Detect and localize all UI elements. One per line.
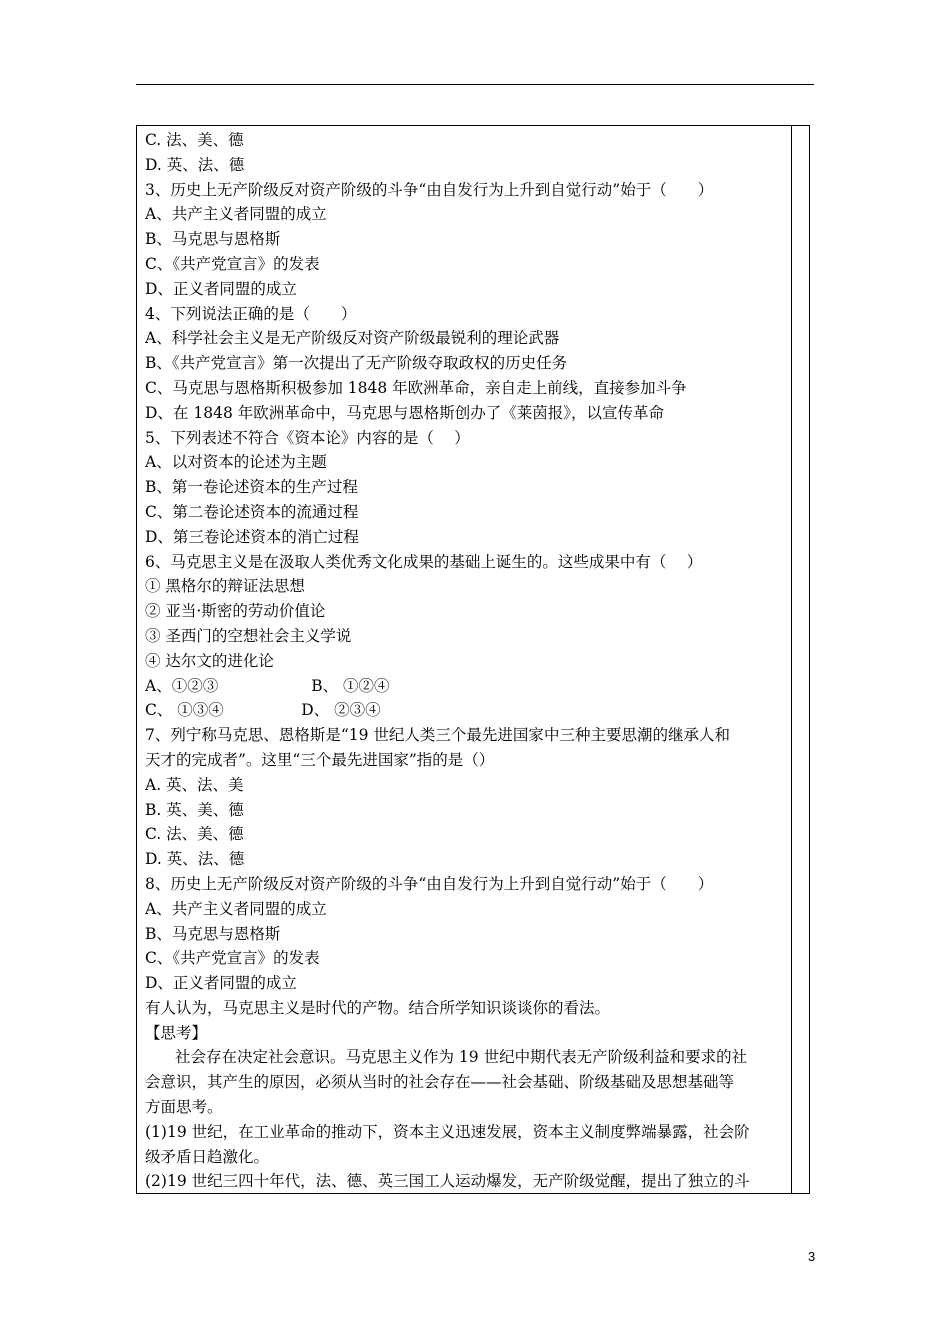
text-line: 7、列宁称马克思、恩格斯是“19 世纪人类三个最先进国家中三种主要思潮的继承人和	[145, 726, 730, 745]
text-line: 社会存在决定社会意识。马克思主义作为 19 世纪中期代表无产阶级利益和要求的社	[175, 1048, 748, 1067]
content-table	[136, 125, 810, 1194]
text-line: A、①②③ B、 ①②④	[145, 676, 390, 695]
text-line: ② 亚当·斯密的劳动价值论	[145, 602, 326, 621]
text-line: 会意识，其产生的原因，必须从当时的社会存在——社会基础、阶级基础及思想基础等	[145, 1073, 735, 1092]
text-line: 级矛盾日趋激化。	[145, 1147, 270, 1166]
text-line: C. 法、美、德	[145, 131, 244, 149]
text-line: D. 英、法、德	[145, 850, 245, 869]
text-line: A、共产主义者同盟的成立	[145, 899, 327, 918]
text-line: 天才的完成者”。这里“三个最先进国家”指的是（）	[145, 750, 495, 769]
text-line: D、在 1848 年欧洲革命中，马克思与恩格斯创办了《莱茵报》，以宣传革命	[145, 403, 664, 422]
text-line: B. 英、美、德	[145, 800, 244, 819]
text-line: ③ 圣西门的空想社会主义学说	[145, 626, 352, 645]
question-text-block	[145, 128, 783, 1194]
text-line: D、第三卷论述资本的消亡过程	[145, 527, 359, 546]
header-rule	[136, 84, 814, 85]
page-number: 3	[808, 1249, 816, 1264]
text-line: 3、历史上无产阶级反对资产阶级的斗争“由自发行为上升到自觉行动”始于（ ）	[145, 180, 714, 199]
text-line: 方面思考。	[145, 1098, 223, 1117]
text-line: C. 法、美、德	[145, 825, 244, 844]
text-line: C、 ①③④ D、 ②③④	[145, 701, 381, 720]
table-column-divider	[791, 126, 792, 1193]
text-line: 4、下列说法正确的是（ ）	[145, 304, 357, 323]
text-line: B、马克思与恩格斯	[145, 230, 281, 249]
text-line: C、第二卷论述资本的流通过程	[145, 502, 359, 521]
text-line: 【思考】	[145, 1023, 208, 1042]
text-line: 6、马克思主义是在汲取人类优秀文化成果的基础上诞生的。这些成果中有（ ）	[145, 552, 703, 571]
text-line: D、正义者同盟的成立	[145, 974, 297, 993]
text-line: D、正义者同盟的成立	[145, 279, 297, 298]
text-line: A、科学社会主义是无产阶级反对资产阶级最锐利的理论武器	[145, 329, 560, 348]
text-line: ① 黑格尔的辩证法思想	[145, 577, 305, 596]
text-line: 有人认为，马克思主义是时代的产物。结合所学知识谈谈你的看法。	[145, 998, 611, 1017]
text-line: C、《共产党宣言》的发表	[145, 254, 320, 273]
text-line: B、第一卷论述资本的生产过程	[145, 478, 358, 497]
text-line: A、共产主义者同盟的成立	[145, 205, 327, 224]
text-line: B、《共产党宣言》第一次提出了无产阶级夺取政权的历史任务	[145, 354, 568, 373]
text-line: B、马克思与恩格斯	[145, 924, 281, 943]
text-line: C、马克思与恩格斯积极参加 1848 年欧洲革命，亲自走上前线，直接参加斗争	[145, 378, 687, 397]
text-line: 8、历史上无产阶级反对资产阶级的斗争“由自发行为上升到自觉行动”始于（ ）	[145, 874, 714, 893]
text-line: (2)19 世纪三四十年代，法、德、英三国工人运动爆发，无产阶级觉醒，提出了独立的斗	[145, 1172, 750, 1191]
text-line: A. 英、法、美	[145, 775, 244, 794]
text-line: 5、下列表述不符合《资本论》内容的是（ ）	[145, 428, 470, 447]
text-line: (1)19 世纪，在工业革命的推动下，资本主义迅速发展，资本主义制度弊端暴露，社会阶	[145, 1122, 750, 1141]
text-line: D. 英、法、德	[145, 155, 245, 174]
text-line: A、以对资本的论述为主题	[145, 453, 327, 472]
text-line: ④ 达尔文的进化论	[145, 651, 274, 670]
text-line: C、《共产党宣言》的发表	[145, 949, 320, 968]
